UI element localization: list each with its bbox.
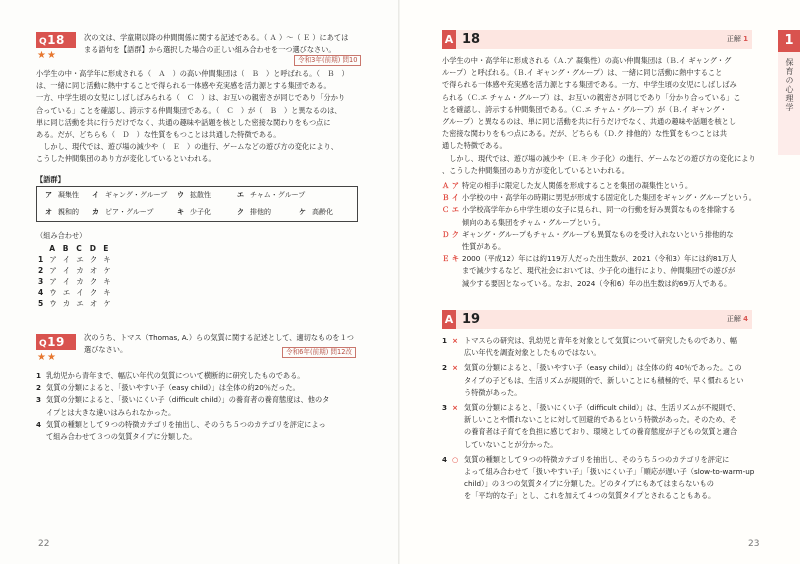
word-option bbox=[92, 191, 167, 200]
note-text: 小学校高学年から中学生頃の女子に見られ、同一の行動を好み異質なものを排除する bbox=[462, 205, 736, 215]
combo-cell: キ bbox=[103, 288, 111, 297]
difficulty-stars: ★★ bbox=[37, 50, 57, 61]
item-text: トマスらの研究は、乳幼児と青年を対象として気質について研究したものであり、幅 bbox=[464, 336, 737, 345]
note-key: Ａ ア bbox=[442, 181, 459, 190]
question-body bbox=[36, 68, 366, 166]
answer-note bbox=[442, 192, 757, 204]
explanation-line: とを確認し、誇示する仲間集団である。（Ｃ.エ チャム・グループ）が（Ｂ.イ ギャング・ bbox=[442, 104, 727, 114]
combo-header: E bbox=[103, 244, 109, 253]
explanation-line: ループ）と呼ばれる。（Ｂ.イ ギャング・グループ）は、一緒に同じ活動に熱中すること bbox=[442, 68, 723, 78]
item-text: の養育者は子育てを負担に感じており、環境としての養育態度が子どもの気質と適合 bbox=[464, 427, 738, 437]
item-number: 3 bbox=[442, 403, 448, 413]
answer-note bbox=[442, 180, 757, 192]
choice-text: 乳幼児から青年まで、幅広い年代の気質について横断的に研究したものである。 bbox=[46, 371, 305, 380]
explanation-line: グループ）と異なるのは、単に同じ活動を共に行うだけでなく、共通の趣味や話題を核とし bbox=[442, 117, 737, 127]
explanation-line: 小学生の中・高学年に形成される（Ａ.ア 凝集性）の高い仲間集団は（Ｂ.イ ギャング・グ bbox=[442, 56, 732, 65]
choice-item bbox=[36, 370, 366, 382]
item-text: う特徴があった。 bbox=[464, 387, 522, 397]
item-text: タイプの子どもは、生活リズムが規則的で、新しいことにも積極的で、早く慣れるとい bbox=[464, 375, 744, 385]
word-text: 親和的 bbox=[58, 208, 79, 216]
explanation-line: で得られる一体感や充実感を活力源とする集団である。一方、中学生頃の女児にしばしばみ bbox=[442, 80, 737, 90]
combo-cell: ケ bbox=[103, 299, 111, 308]
word-group-box bbox=[36, 186, 358, 222]
word-key: オ bbox=[45, 208, 52, 216]
combo-cell: エ bbox=[62, 288, 71, 297]
combo-cell: オ bbox=[89, 266, 98, 275]
answer-header-18: A 18 正解 1 bbox=[442, 30, 752, 49]
question-prompt: 次のうち、トマス（Thomas, A.）らの気質に関する記述として、適切なものを１つ 選びなさい。 bbox=[84, 333, 354, 355]
note-text: 小学校の中・高学年の時期に男児が形成する固定化した集団をギャング・グループという。 bbox=[462, 193, 756, 203]
body-line: 合っている」ことを確認し、誇示する仲間集団である。（ Ｃ ）が（ Ｂ ）と異なるのは、 bbox=[36, 105, 342, 115]
combo-row bbox=[38, 298, 117, 309]
note-text: まで減少するなど、現代社会においては、少子化の進行により、仲間集団での遊びが bbox=[462, 266, 736, 276]
word-key: ケ bbox=[299, 208, 306, 216]
answer-note bbox=[442, 229, 757, 253]
word-option bbox=[45, 191, 79, 200]
note-key: Ｅ キ bbox=[442, 254, 459, 264]
choice-text: 気質の分類によると、「扱いやすい子（easy child）」は全体の約20％だった。 bbox=[46, 383, 300, 393]
combo-cell: ク bbox=[89, 277, 98, 286]
combo-cell: ク bbox=[89, 288, 98, 297]
answer-item bbox=[442, 454, 757, 503]
item-text: 広い年代を調査対象としたものではない。 bbox=[464, 348, 601, 358]
note-key: Ｂ イ bbox=[442, 193, 459, 203]
note-text: 2000（平成12）年には約119万人だった出生数が、2021（令和3）年には約81万人 bbox=[462, 254, 737, 264]
combo-cell: 1 bbox=[38, 255, 44, 264]
item-number: 4 bbox=[442, 454, 448, 464]
combo-cell: オ bbox=[89, 299, 98, 308]
chapter-number: 1 bbox=[778, 30, 800, 52]
explanation-line: しかし、現代では、遊び場の減少や（Ｅ.キ 少子化）の進行、ゲームなどの遊び方の変化により bbox=[442, 153, 756, 163]
note-text: 減少する要因となっている。なお、2024（令和6）年の出生数は約69万人である。 bbox=[462, 278, 732, 288]
choice-item bbox=[36, 419, 366, 443]
item-number: 1 bbox=[442, 336, 448, 345]
exam-source: 令和3年(前期) 問10 bbox=[294, 55, 361, 66]
combo-cell: イ bbox=[62, 277, 71, 286]
combination-title: （組み合わせ） bbox=[36, 231, 87, 240]
word-option bbox=[92, 208, 153, 217]
item-text: していないことが分かった。 bbox=[464, 439, 558, 449]
combo-header: A bbox=[49, 244, 56, 253]
chapter-title: 保育の心理学 bbox=[785, 58, 794, 112]
word-text: ピア・グループ bbox=[105, 208, 154, 216]
answer-header-19: A 19 正解 4 bbox=[442, 310, 752, 329]
combo-cell: キ bbox=[103, 277, 111, 286]
choice-number: 2 bbox=[36, 383, 42, 393]
word-key: キ bbox=[177, 208, 184, 216]
explanation-line: 、こうした仲間集団のあり方が変化しているといわれる。 bbox=[442, 165, 629, 175]
body-line: 単に同じ活動を共に行うだけでなく、共通の趣味や話題を核とした密接な関わりをもつ点に bbox=[36, 117, 331, 127]
item-text: 新しいことや慣れないことに対して回避的であるという特徴があった。そのため、そ bbox=[464, 415, 737, 425]
combo-cell: 2 bbox=[38, 266, 44, 275]
body-line: は、一緒に同じ活動に熱中することで得られる一体感や充実感を活力源とする集団である。 bbox=[36, 81, 331, 91]
item-mark: × bbox=[452, 363, 459, 373]
combo-row bbox=[38, 254, 117, 265]
choice-text: 気質の分類によると、「扱いにくい子（difficult child）」の養育者の養育態度は、他のタ bbox=[46, 395, 330, 405]
combo-cell: キ bbox=[103, 255, 111, 264]
answer-notes bbox=[442, 180, 757, 290]
note-text: ギャング・グループもチャム・グループも異質なものを受け入れないという排他的な bbox=[462, 229, 734, 239]
body-line: こうした仲間集団のあり方が変化しているといわれる。 bbox=[36, 154, 216, 164]
item-text: よって組み合わせて「扱いやすい子」「扱いにくい子」「順応が遅い子（slow-to-warm-up bbox=[464, 467, 755, 477]
combo-cell: イ bbox=[62, 266, 71, 275]
word-option bbox=[237, 208, 271, 217]
choice-list bbox=[36, 370, 366, 443]
word-group-title: 【語群】 bbox=[36, 175, 65, 184]
combo-cell: ア bbox=[49, 277, 57, 286]
combo-cell: 3 bbox=[38, 277, 44, 286]
item-text: 気質の分類によると、「扱いにくい子（difficult child）」は、生活リズムが不規則で、 bbox=[464, 403, 740, 413]
question-badge-19: Q19 bbox=[36, 334, 76, 350]
word-option bbox=[177, 208, 211, 217]
choice-text: て組み合わせて３つの気質タイプに分類した。 bbox=[46, 432, 197, 442]
word-key: カ bbox=[92, 208, 99, 216]
combo-cell: ケ bbox=[103, 266, 111, 275]
combo-cell: イ bbox=[76, 288, 84, 297]
word-text: 凝集性 bbox=[58, 191, 79, 199]
item-text: を「平均的な子」とし、これを加えて４つの気質タイプとされることもある。 bbox=[464, 491, 716, 501]
note-key: Ｄ ク bbox=[442, 229, 459, 239]
combo-header: C bbox=[76, 244, 82, 253]
combo-cell: イ bbox=[62, 255, 71, 264]
combo-cell: ア bbox=[49, 266, 57, 275]
combo-cell: ウ bbox=[49, 299, 57, 308]
word-text: チャム・グループ bbox=[250, 191, 306, 199]
word-option bbox=[237, 191, 305, 200]
choice-number: 4 bbox=[36, 419, 42, 429]
combo-cell: エ bbox=[76, 299, 84, 308]
answer-note bbox=[442, 253, 757, 290]
note-text: 傾向のある集団をチャム・グループという。 bbox=[462, 217, 605, 227]
word-text: 高齢化 bbox=[312, 208, 333, 216]
word-option bbox=[45, 208, 79, 217]
answer-note bbox=[442, 204, 757, 228]
combo-cell: ク bbox=[89, 255, 98, 264]
question-prompt: 次の文は、学童期以降の仲間関係に関する記述である。（ Ａ ）～（ Ｅ ）にあては まる語句を【語群】から選択した場合の正しい組み合わせを一つ選びなさい。 bbox=[84, 33, 349, 55]
explanation-line: られる（Ｃ.エ チャム・グループ）は、お互いの親密さが同じであり「分かり合っている」こ bbox=[442, 92, 741, 102]
combo-cell: ア bbox=[49, 255, 57, 264]
question-badge-18: Q18 bbox=[36, 32, 76, 48]
combo-cell: カ bbox=[76, 266, 84, 275]
combination-table bbox=[38, 243, 117, 309]
word-text: 拡散性 bbox=[190, 191, 211, 199]
difficulty-stars: ★★ bbox=[37, 352, 57, 363]
combo-cell: 5 bbox=[38, 299, 44, 308]
item-text: child）」の３つの気質タイプに分類した。どのタイプにもあてはまらないもの bbox=[464, 479, 714, 489]
combo-cell: カ bbox=[76, 277, 84, 286]
chapter-tab bbox=[778, 30, 800, 155]
choice-text: 気質の種類として９つの特徴カテゴリを抽出し、そのうち５つのカテゴリを評定によっ bbox=[46, 419, 326, 429]
word-option bbox=[299, 208, 333, 217]
body-line: ある。だが、どちらも（ Ｄ ）な性質をもつことは共通した特徴である。 bbox=[36, 130, 281, 140]
note-text: 性質がある。 bbox=[462, 242, 506, 252]
combo-header: D bbox=[89, 244, 96, 253]
combo-cell: カ bbox=[62, 299, 71, 308]
word-key: エ bbox=[237, 191, 244, 199]
word-option bbox=[177, 191, 211, 200]
explanation-line: 通した特徴である。 bbox=[442, 141, 507, 151]
body-line: 一方、中学生頃の女児にしばしばみられる（ Ｃ ）は、お互いの親密さが同じであり「分かり bbox=[36, 93, 346, 103]
note-key: Ｃ エ bbox=[442, 205, 459, 215]
body-line: しかし、現代では、遊び場の減少や（ Ｅ ）の進行、ゲームなどの遊び方の変化により、 bbox=[36, 142, 338, 152]
body-line: 小学生の中・高学年に形成される（ Ａ ）の高い仲間集団は（ Ｂ ）と呼ばれる。（ Ｂ ） bbox=[36, 69, 349, 78]
answer-item bbox=[442, 362, 757, 399]
item-text: 気質の種類として９つの特徴カテゴリを抽出し、そのうち５つのカテゴリを評定に bbox=[464, 454, 730, 464]
page-number: 23 bbox=[748, 539, 760, 549]
combo-cell: ウ bbox=[49, 288, 57, 297]
combo-header: B bbox=[62, 244, 69, 253]
choice-text: イプとは大きな違いはみられなかった。 bbox=[46, 407, 176, 417]
item-text: 気質の分類によると、「扱いやすい子（easy child）」は全体の約 40％であった。この bbox=[464, 363, 742, 373]
combo-row bbox=[38, 276, 117, 287]
word-text: 排他的 bbox=[250, 208, 271, 216]
word-key: イ bbox=[92, 191, 99, 199]
choice-item bbox=[36, 382, 366, 394]
page-number: 22 bbox=[38, 539, 50, 549]
word-text: 少子化 bbox=[190, 208, 211, 216]
choice-item bbox=[36, 394, 366, 418]
word-key: ク bbox=[237, 208, 244, 216]
combo-cell: エ bbox=[76, 255, 84, 264]
combo-row bbox=[38, 287, 117, 298]
item-number: 2 bbox=[442, 363, 448, 373]
item-mark: × bbox=[452, 336, 459, 345]
answer-item bbox=[442, 402, 757, 451]
combo-row bbox=[38, 265, 117, 276]
combo-cell: 4 bbox=[38, 288, 44, 297]
word-text: ギャング・グループ bbox=[105, 191, 168, 199]
answer-items bbox=[442, 335, 757, 506]
word-key: ア bbox=[45, 191, 52, 199]
answer-item bbox=[442, 335, 757, 359]
word-key: ウ bbox=[177, 191, 184, 199]
combo-header bbox=[38, 243, 49, 254]
choice-number: 1 bbox=[36, 371, 42, 380]
choice-number: 3 bbox=[36, 395, 42, 405]
item-mark: ○ bbox=[452, 454, 459, 464]
item-mark: × bbox=[452, 403, 459, 413]
exam-source: 令和6年(前期) 問12改 bbox=[282, 347, 356, 358]
answer-explanation bbox=[442, 55, 757, 177]
note-text: 特定の相手に限定した友人関係を形成することを集団の凝集性という。 bbox=[462, 181, 693, 190]
explanation-line: た密接な関わりをもつ点にある。だが、どちらも（Ｄ.ク 排他的）な性質をもつことは共 bbox=[442, 129, 727, 139]
